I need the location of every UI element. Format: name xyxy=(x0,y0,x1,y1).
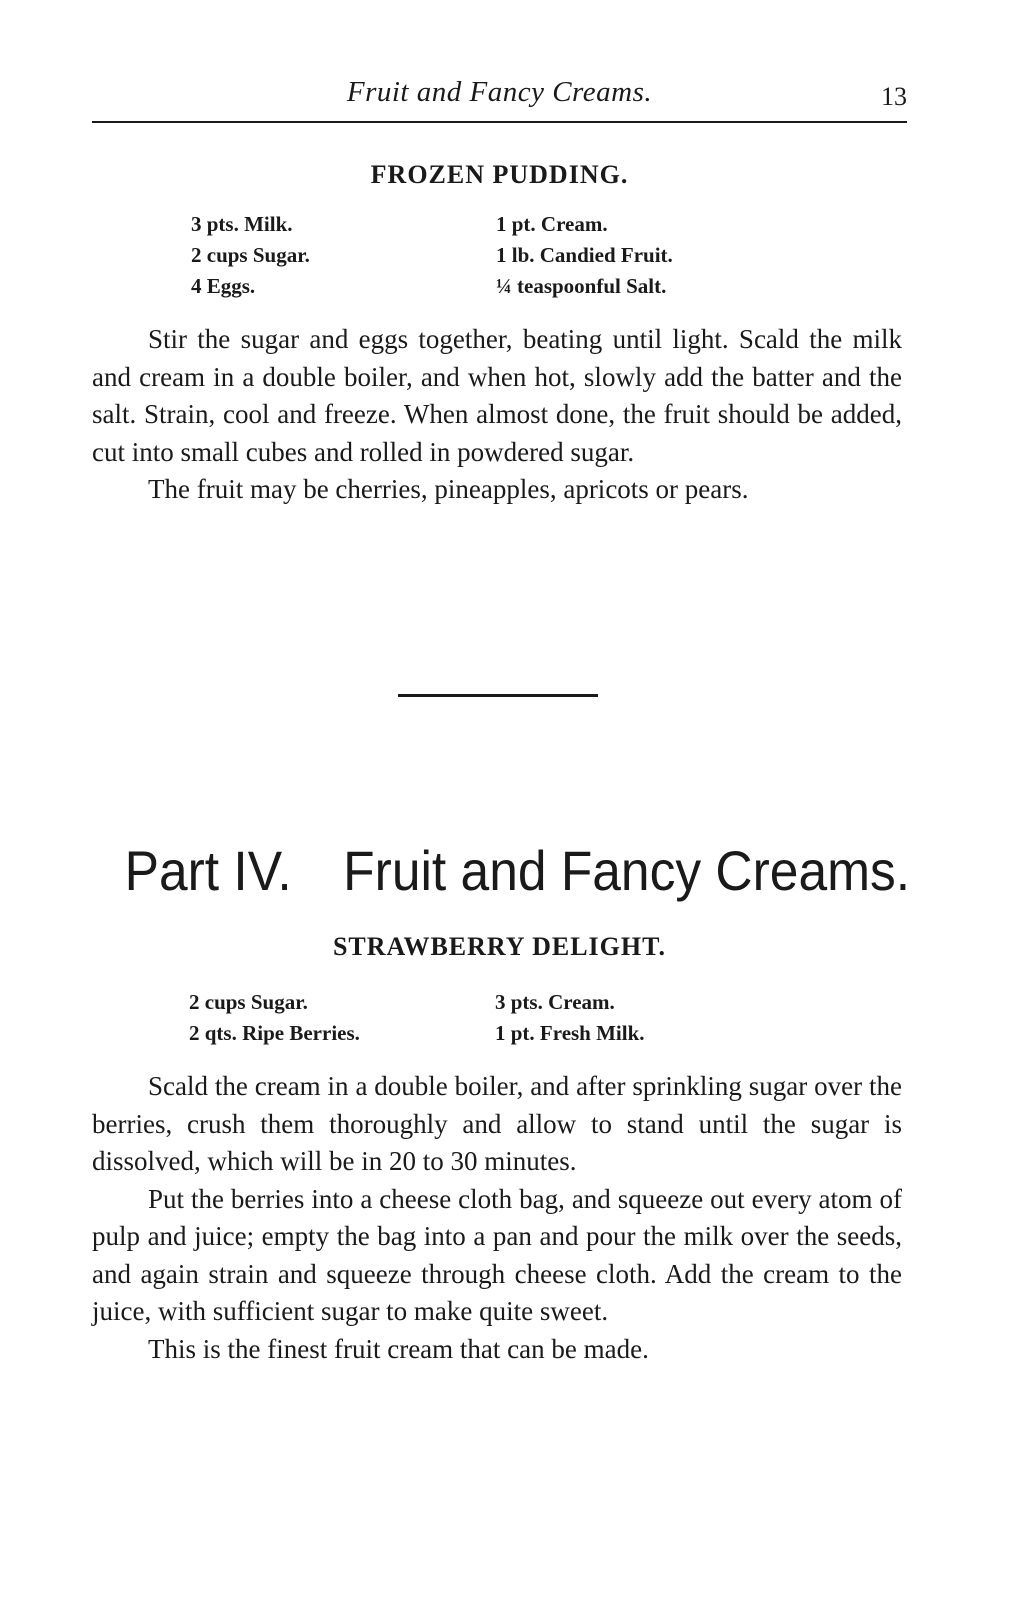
ingredient-item: 2 qts. Ripe Berries. xyxy=(189,1021,360,1045)
part-title: Fruit and Fancy Creams. xyxy=(343,839,911,902)
ingredient-item: 1 pt. Cream. xyxy=(496,212,608,236)
ingredient-item: 1 pt. Fresh Milk. xyxy=(495,1021,645,1045)
method-frozen-pudding xyxy=(92,321,902,509)
method-paragraph: Scald the cream in a double boiler, and after sprinkling sugar over the berries, crush them thoroughly and allow to stand until the sugar is dissolved, which will be in 20 to 30 minutes. xyxy=(92,1071,902,1176)
part-heading xyxy=(124,838,911,918)
recipe-title-frozen-pudding: FROZEN PUDDING. xyxy=(370,160,629,189)
ingredient-item: 3 pts. Milk. xyxy=(191,212,293,236)
method-paragraph: Put the berries into a cheese cloth bag, and squeeze out every atom of pulp and juice; empty the bag into a pan and pour the milk over the seeds, and again strain and squeeze through cheese cloth. Add the cream to the juice, with sufficient sugar to make quite sweet. xyxy=(92,1183,902,1326)
method-paragraph: Stir the sugar and eggs together, beating until light. Scald the milk and cream in a double boiler, and when hot, slowly add the batter and the salt. Strain, cool and freeze. When almost done, the fruit should be added, cut into small cubes and rolled in powdered sugar. xyxy=(92,324,902,467)
section-divider-rule xyxy=(398,694,598,697)
ingredient-item: 2 cups Sugar. xyxy=(189,990,308,1014)
running-title: Fruit and Fancy Creams. xyxy=(346,76,653,108)
ingredient-item: 4 Eggs. xyxy=(191,274,256,298)
ingredients-right-frozen-pudding xyxy=(496,209,673,302)
ingredients-left-strawberry-delight xyxy=(189,987,360,1049)
part-number: Part IV. xyxy=(124,839,292,902)
ingredient-item: 3 pts. Cream. xyxy=(495,990,615,1014)
method-paragraph: The fruit may be cherries, pineapples, apricots or pears. xyxy=(148,474,749,504)
running-head xyxy=(92,72,907,122)
ingredients-left-frozen-pudding xyxy=(191,209,310,302)
ingredients-right-strawberry-delight xyxy=(495,987,645,1049)
ingredient-item: 1 lb. Candied Fruit. xyxy=(496,243,673,267)
page-number: 13 xyxy=(881,82,907,111)
header-rule xyxy=(92,121,907,123)
method-strawberry-delight xyxy=(92,1068,902,1368)
recipe-title-strawberry-delight: STRAWBERRY DELIGHT. xyxy=(332,932,667,961)
method-paragraph: This is the finest fruit cream that can be made. xyxy=(148,1333,649,1364)
ingredient-item: ¼ teaspoonful Salt. xyxy=(496,274,667,298)
ingredient-item: 2 cups Sugar. xyxy=(191,243,310,267)
